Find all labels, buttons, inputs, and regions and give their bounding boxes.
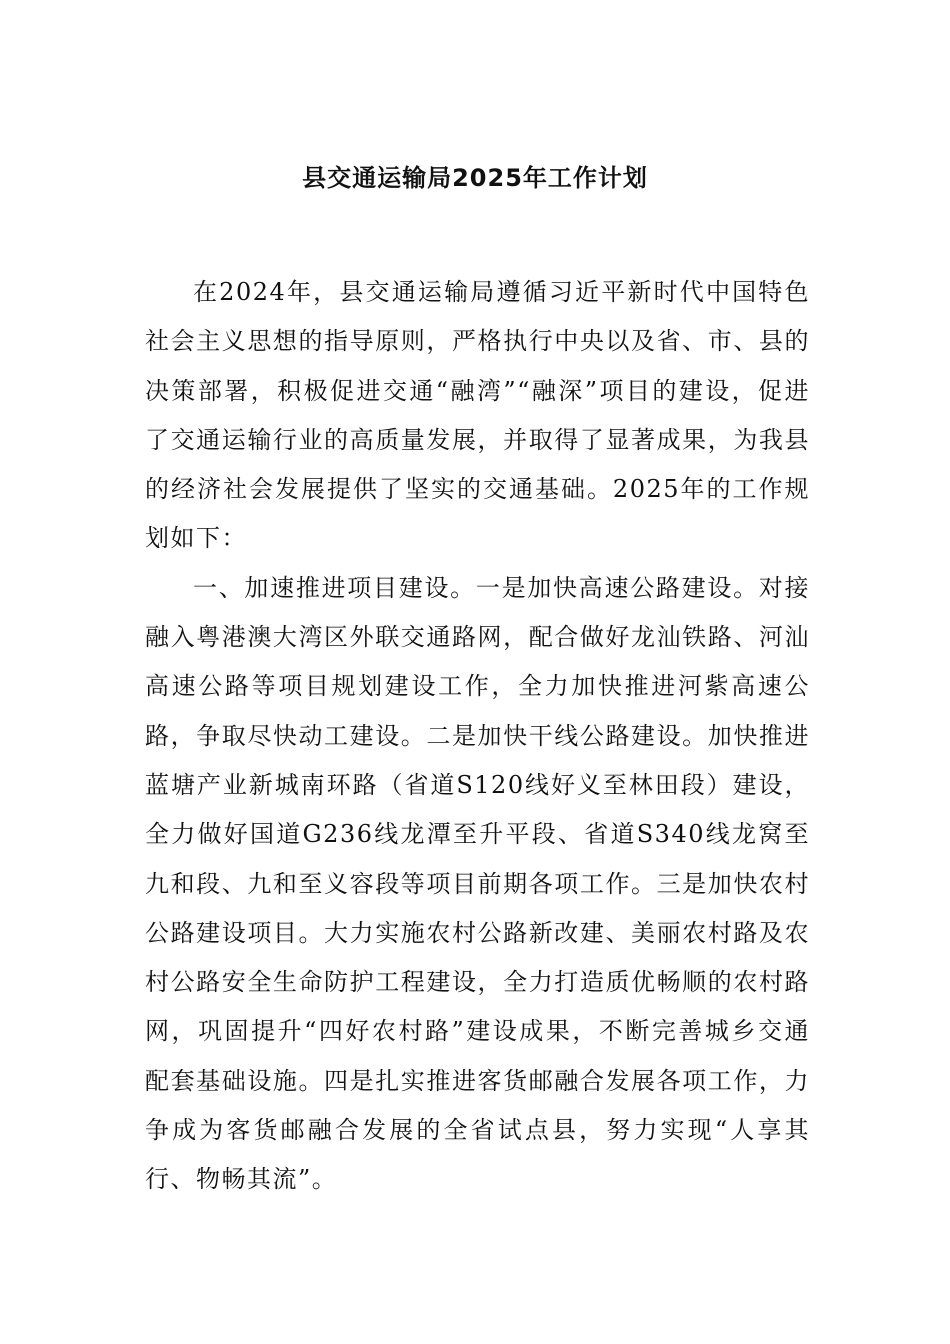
paragraph-project-construction: 一、加速推进项目建设。一是加快高速公路建设。对接融入粤港澳大湾区外联交通路网，配合做好龙汕铁路、河汕高速公路等项目规划建设工作，全力加快推进河紫高速公路，争取尽快动工建设。二是加快干线公路建设。加快推进蓝塘产业新城南环路（省道S120线好义至林田段）建设，全力做好国道G236线龙潭至升平段、省道S340线龙窝至九和段、九和至义容段等项目前期各项工作。三是加快农村公路建设项目。大力实施农村公路新改建、美丽农村路及农村公路安全生命防护工程建设，全力打造质优畅顺的农村路网，巩固提升“四好农村路”建设成果，不断完善城乡交通配套基础设施。四是扎实推进客货邮融合发展各项工作，力争成为客货邮融合发展的全省试点县，努力实现“人享其行、物畅其流”。 <box>145 573 810 1194</box>
document-body <box>145 268 810 1205</box>
document-title: 县交通运输局2025年工作计划 <box>302 164 648 192</box>
paragraph-intro: 在2024年，县交通运输局遵循习近平新时代中国特色社会主义思想的指导原则，严格执行中央以及省、市、县的决策部署，积极促进交通“融湾”“融深”项目的建设，促进了交通运输行业的高质量发展，并取得了显著成果，为我县的经济社会发展提供了坚实的交通基础。2025年的工作规划如下： <box>145 278 810 553</box>
